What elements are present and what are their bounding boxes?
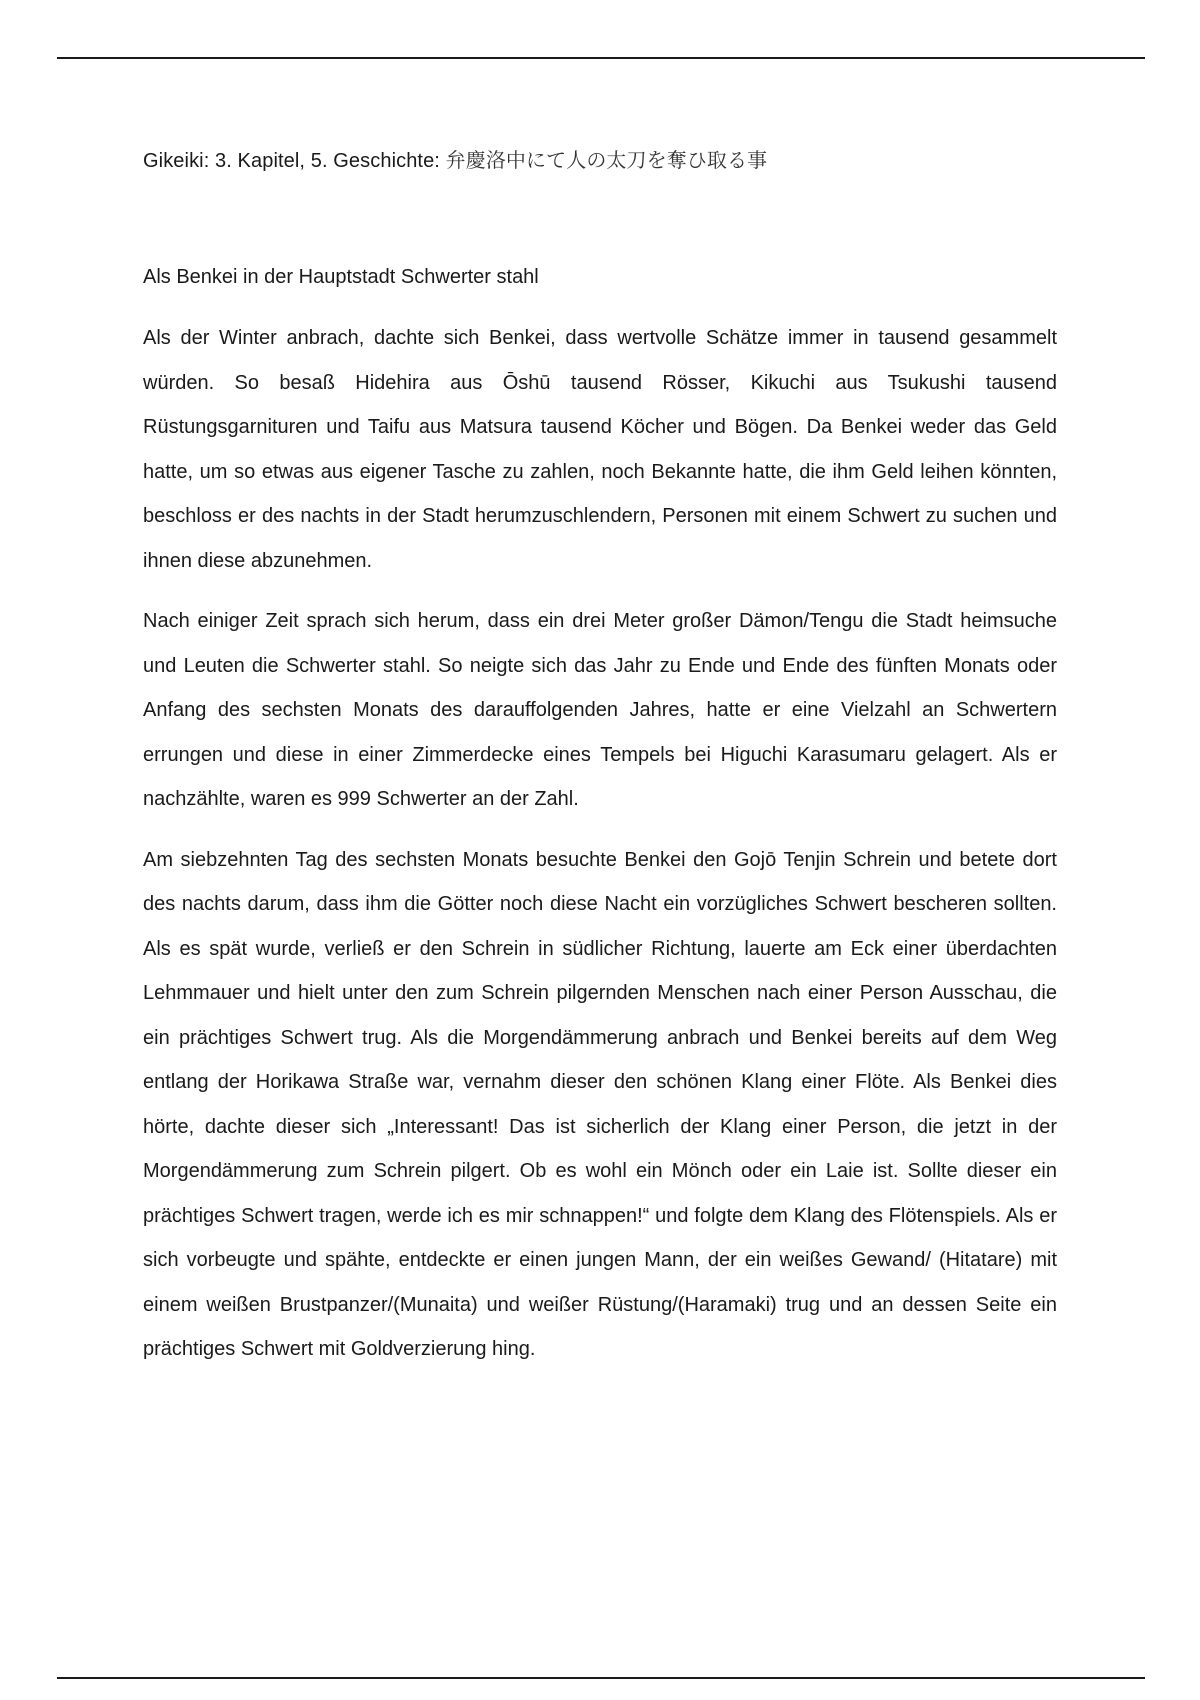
- paragraph-3: Am siebzehnten Tag des sechsten Monats besuchte Benkei den Gojō Tenjin Schrein und betete dort des nachts darum, dass ihm die Götter noch diese Nacht ein vorzügliches Schwert bescheren sollten. Als es spät wurde, verließ er den Schrein in südlicher Richtung, lauerte am Eck einer überdachten Lehmmauer und hielt unter den zum Schrein pilgernden Menschen nach einer Person Ausschau, die ein prächtiges Schwert trug. Als die Morgendämmerung anbrach und Benkei bereits auf dem Weg entlang der Horikawa Straße war, vernahm dieser den schönen Klang einer Flöte. Als Benkei dies hörte, dachte dieser sich „Interessant! Das ist sicherlich der Klang einer Person, die jetzt in der Morgendämmerung zum Schrein pilgert. Ob es wohl ein Mönch oder ein Laie ist. Sollte dieser ein prächtiges Schwert tragen, werde ich es mir schnappen!“ und folgte dem Klang des Flötenspiels. Als er sich vorbeugte und spähte, entdeckte er einen jungen Mann, der ein weißes Gewand/ (Hitatare) mit einem weißen Brustpanzer/(Munaita) und weißer Rüstung/(Haramaki) trug und an dessen Seite ein prächtiges Schwert mit Goldverzierung hing.: [143, 848, 1057, 1360]
- heading-japanese-title: 弁慶洛中にて人の太刀を奪ひ取る事: [445, 148, 768, 172]
- document-body: [143, 140, 1057, 1372]
- paragraph-1: Als der Winter anbrach, dachte sich Benkei, dass wertvolle Schätze immer in tausend gesammelt würden. So besaß Hidehira aus Ōshū tausend Rösser, Kikuchi aus Tsukushi tausend Rüstungsgarnituren und Taifu aus Matsura tausend Köcher und Bögen. Da Benkei weder das Geld hatte, um so etwas aus eigener Tasche zu zahlen, noch Bekannte hatte, die ihm Geld leihen könnten, beschloss er des nachts in der Stadt herumzuschlendern, Personen mit einem Schwert zu suchen und ihnen diese abzunehmen.: [143, 327, 1057, 572]
- heading-prefix: Gikeiki: 3. Kapitel, 5. Geschichte:: [143, 150, 446, 172]
- document-heading: [143, 140, 1057, 181]
- bottom-rule: [57, 1677, 1145, 1679]
- section-title: Als Benkei in der Hauptstadt Schwerter stahl: [143, 266, 539, 288]
- paragraph-2: Nach einiger Zeit sprach sich herum, dass ein drei Meter großer Dämon/Tengu die Stadt heimsuche und Leuten die Schwerter stahl. So neigte sich das Jahr zu Ende und Ende des fünften Monats oder Anfang des sechsten Monats des darauffolgenden Jahres, hatte er eine Vielzahl an Schwertern errungen und diese in einer Zimmerdecke eines Tempels bei Higuchi Karasumaru gelagert. Als er nachzählte, waren es 999 Schwerter an der Zahl.: [143, 610, 1057, 810]
- top-rule: [57, 57, 1145, 59]
